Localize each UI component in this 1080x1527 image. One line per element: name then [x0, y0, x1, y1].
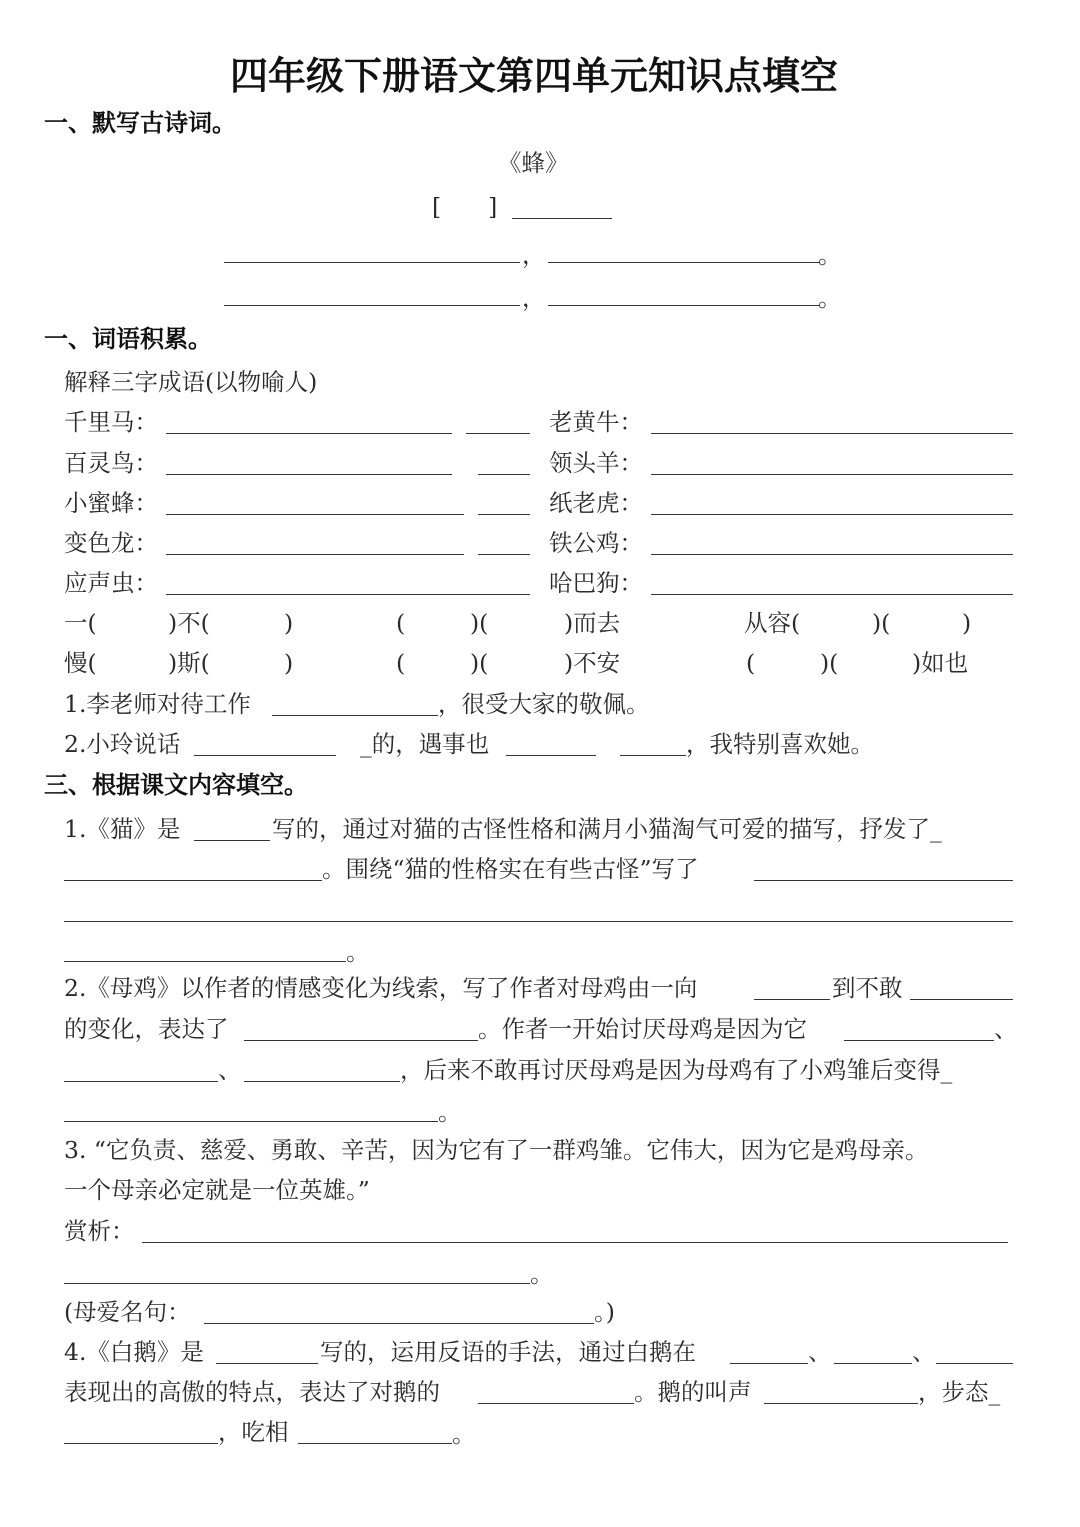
idiom-fill-text: )不安	[564, 649, 621, 677]
vocab-blank[interactable]	[651, 594, 1013, 595]
page-title: 四年级下册语文第四单元知识点填空	[230, 54, 839, 98]
q3-blank[interactable]	[204, 1323, 594, 1324]
sentence-2-blank[interactable]	[194, 755, 336, 756]
q1-blank[interactable]	[754, 880, 1013, 881]
section-heading-vocab: 一、词语积累。	[44, 325, 212, 353]
idiom-fill-text: 从容(	[744, 609, 801, 637]
vocab-blank[interactable]	[166, 514, 464, 515]
vocab-label: 老黄牛：	[549, 408, 643, 436]
q2-text: 到不敢	[832, 974, 903, 1002]
q4-blank[interactable]	[834, 1363, 912, 1364]
q3-text: (母爱名句：	[64, 1298, 191, 1326]
q4-blank[interactable]	[478, 1403, 634, 1404]
q1-text: 。	[346, 938, 370, 966]
q2-blank[interactable]	[64, 1081, 218, 1082]
vocab-blank[interactable]	[166, 474, 452, 475]
idiom-fill-text: )(	[470, 649, 489, 677]
poem-author-blank[interactable]	[512, 218, 612, 219]
q4-blank[interactable]	[764, 1403, 918, 1404]
q2-blank[interactable]	[754, 999, 830, 1000]
q2-blank[interactable]	[910, 999, 1013, 1000]
q4-blank[interactable]	[730, 1363, 808, 1364]
section-heading-poem: 一、默写古诗词。	[44, 109, 236, 137]
idiom-fill-text: )不(	[168, 609, 210, 637]
idiom-fill-text: 一(	[64, 609, 97, 637]
q4-text: 、	[912, 1338, 936, 1366]
vocab-label: 纸老虎：	[549, 489, 643, 517]
poem-line1-blank-a[interactable]	[224, 262, 520, 263]
idiom-fill-text: )斯(	[168, 649, 210, 677]
q3-label: 赏析：	[64, 1217, 135, 1245]
sentence-1-blank[interactable]	[272, 715, 438, 716]
sentence-2-text: 2.小玲说话	[64, 730, 181, 758]
q1-blank[interactable]	[194, 840, 270, 841]
sentence-1-text: 1.李老师对待工作	[64, 690, 251, 718]
vocab-blank[interactable]	[651, 433, 1013, 434]
q3-text: 。	[530, 1260, 554, 1288]
poem-dynasty-bracket: [ ]	[432, 193, 498, 221]
section-heading-text: 三、根据课文内容填空。	[44, 771, 308, 799]
vocab-label: 应声虫：	[64, 569, 158, 597]
vocab-blank[interactable]	[651, 514, 1013, 515]
q4-text: 。鹅的叫声	[634, 1378, 752, 1406]
poem-period-2: 。	[818, 284, 842, 312]
idiom-fill-text: (	[396, 609, 406, 637]
q4-text: 4.《白鹅》是	[64, 1338, 204, 1366]
poem-comma-1: ，	[522, 241, 546, 269]
idiom-fill-text: (	[746, 649, 756, 677]
q2-text: 。	[438, 1098, 462, 1126]
vocab-label: 千里马：	[64, 408, 158, 436]
idiom-fill-text: 慢(	[64, 649, 97, 677]
vocab-label: 领头羊：	[549, 449, 643, 477]
vocab-blank[interactable]	[478, 474, 530, 475]
q1-text: 1.《猫》是	[64, 815, 181, 843]
q2-text: 、	[994, 1015, 1018, 1043]
vocab-blank[interactable]	[466, 433, 530, 434]
q4-text: 写的，运用反语的手法，通过白鹅在	[320, 1338, 696, 1366]
vocab-blank[interactable]	[478, 514, 530, 515]
idiom-fill-text: )	[962, 609, 972, 637]
q1-blank[interactable]	[64, 880, 322, 881]
vocab-label: 小蜜蜂：	[64, 489, 158, 517]
q4-text: 。	[452, 1420, 476, 1448]
sentence-2-text: _的，遇事也	[360, 730, 490, 758]
q2-blank[interactable]	[244, 1040, 478, 1041]
q3-quote: 3. “它负责、慈爱、勇敢、辛苦，因为它有了一群鸡雏。它伟大，因为它是鸡母亲。	[64, 1136, 929, 1164]
q2-text: 、	[218, 1056, 242, 1084]
q2-text: 2.《母鸡》以作者的情感变化为线索，写了作者对母鸡由一向	[64, 974, 698, 1002]
q1-text: 。围绕“猫的性格实在有些古怪”写了	[322, 855, 699, 883]
idiom-fill-text: )(	[470, 609, 489, 637]
vocab-label: 百灵鸟：	[64, 449, 158, 477]
q4-text: 、	[808, 1338, 832, 1366]
q3-text: 。)	[594, 1298, 615, 1326]
q4-text: ，步态_	[918, 1378, 1001, 1406]
q4-blank[interactable]	[216, 1363, 318, 1364]
vocab-blank[interactable]	[166, 554, 464, 555]
vocab-blank[interactable]	[478, 554, 530, 555]
sentence-2-blank[interactable]	[620, 755, 686, 756]
idiom-fill-text: )而去	[564, 609, 621, 637]
idiom-fill-text: )	[284, 649, 294, 677]
q2-text: 。作者一开始讨厌母鸡是因为它	[478, 1015, 807, 1043]
vocab-prompt: 解释三字成语(以物喻人)	[64, 368, 318, 396]
q2-blank[interactable]	[244, 1081, 400, 1082]
q2-text: 的变化，表达了	[64, 1015, 229, 1043]
q3-quote: 一个母亲必定就是一位英雄。”	[64, 1176, 370, 1204]
vocab-blank[interactable]	[166, 433, 452, 434]
poem-line2-blank-b[interactable]	[548, 305, 820, 306]
q1-blank[interactable]	[64, 921, 1013, 922]
q4-blank[interactable]	[936, 1363, 1013, 1364]
idiom-fill-text: )	[284, 609, 294, 637]
q3-blank[interactable]	[64, 1283, 530, 1284]
sentence-2-text: ，我特别喜欢她。	[686, 730, 874, 758]
vocab-blank[interactable]	[651, 554, 1013, 555]
idiom-fill-text: )如也	[912, 649, 969, 677]
vocab-blank[interactable]	[651, 474, 1013, 475]
poem-comma-2: ，	[522, 284, 546, 312]
q4-text: ，吃相	[218, 1418, 289, 1446]
poem-line1-blank-b[interactable]	[548, 262, 820, 263]
sentence-2-blank[interactable]	[506, 755, 596, 756]
poem-line2-blank-a[interactable]	[224, 305, 520, 306]
q1-blank[interactable]	[64, 961, 346, 962]
q3-blank[interactable]	[142, 1242, 1008, 1243]
q4-blank[interactable]	[64, 1443, 218, 1444]
q1-text: 写的，通过对猫的古怪性格和满月小猫淘气可爱的描写，抒发了_	[272, 815, 942, 843]
q2-blank[interactable]	[844, 1040, 994, 1041]
vocab-label: 铁公鸡：	[549, 529, 643, 557]
vocab-blank[interactable]	[166, 594, 530, 595]
poem-period-1: 。	[818, 241, 842, 269]
q4-blank[interactable]	[298, 1443, 452, 1444]
q2-text: ，后来不敢再讨厌母鸡是因为母鸡有了小鸡雏后变得_	[400, 1056, 953, 1084]
idiom-fill-text: (	[396, 649, 406, 677]
sentence-1-text: ，很受大家的敬佩。	[438, 690, 650, 718]
q2-blank[interactable]	[64, 1121, 438, 1122]
vocab-label: 哈巴狗：	[549, 569, 643, 597]
vocab-label: 变色龙：	[64, 529, 158, 557]
poem-title: 《蜂》	[498, 149, 569, 177]
idiom-fill-text: )(	[820, 649, 839, 677]
idiom-fill-text: )(	[872, 609, 891, 637]
q4-text: 表现出的高傲的特点，表达了对鹅的	[64, 1378, 440, 1406]
